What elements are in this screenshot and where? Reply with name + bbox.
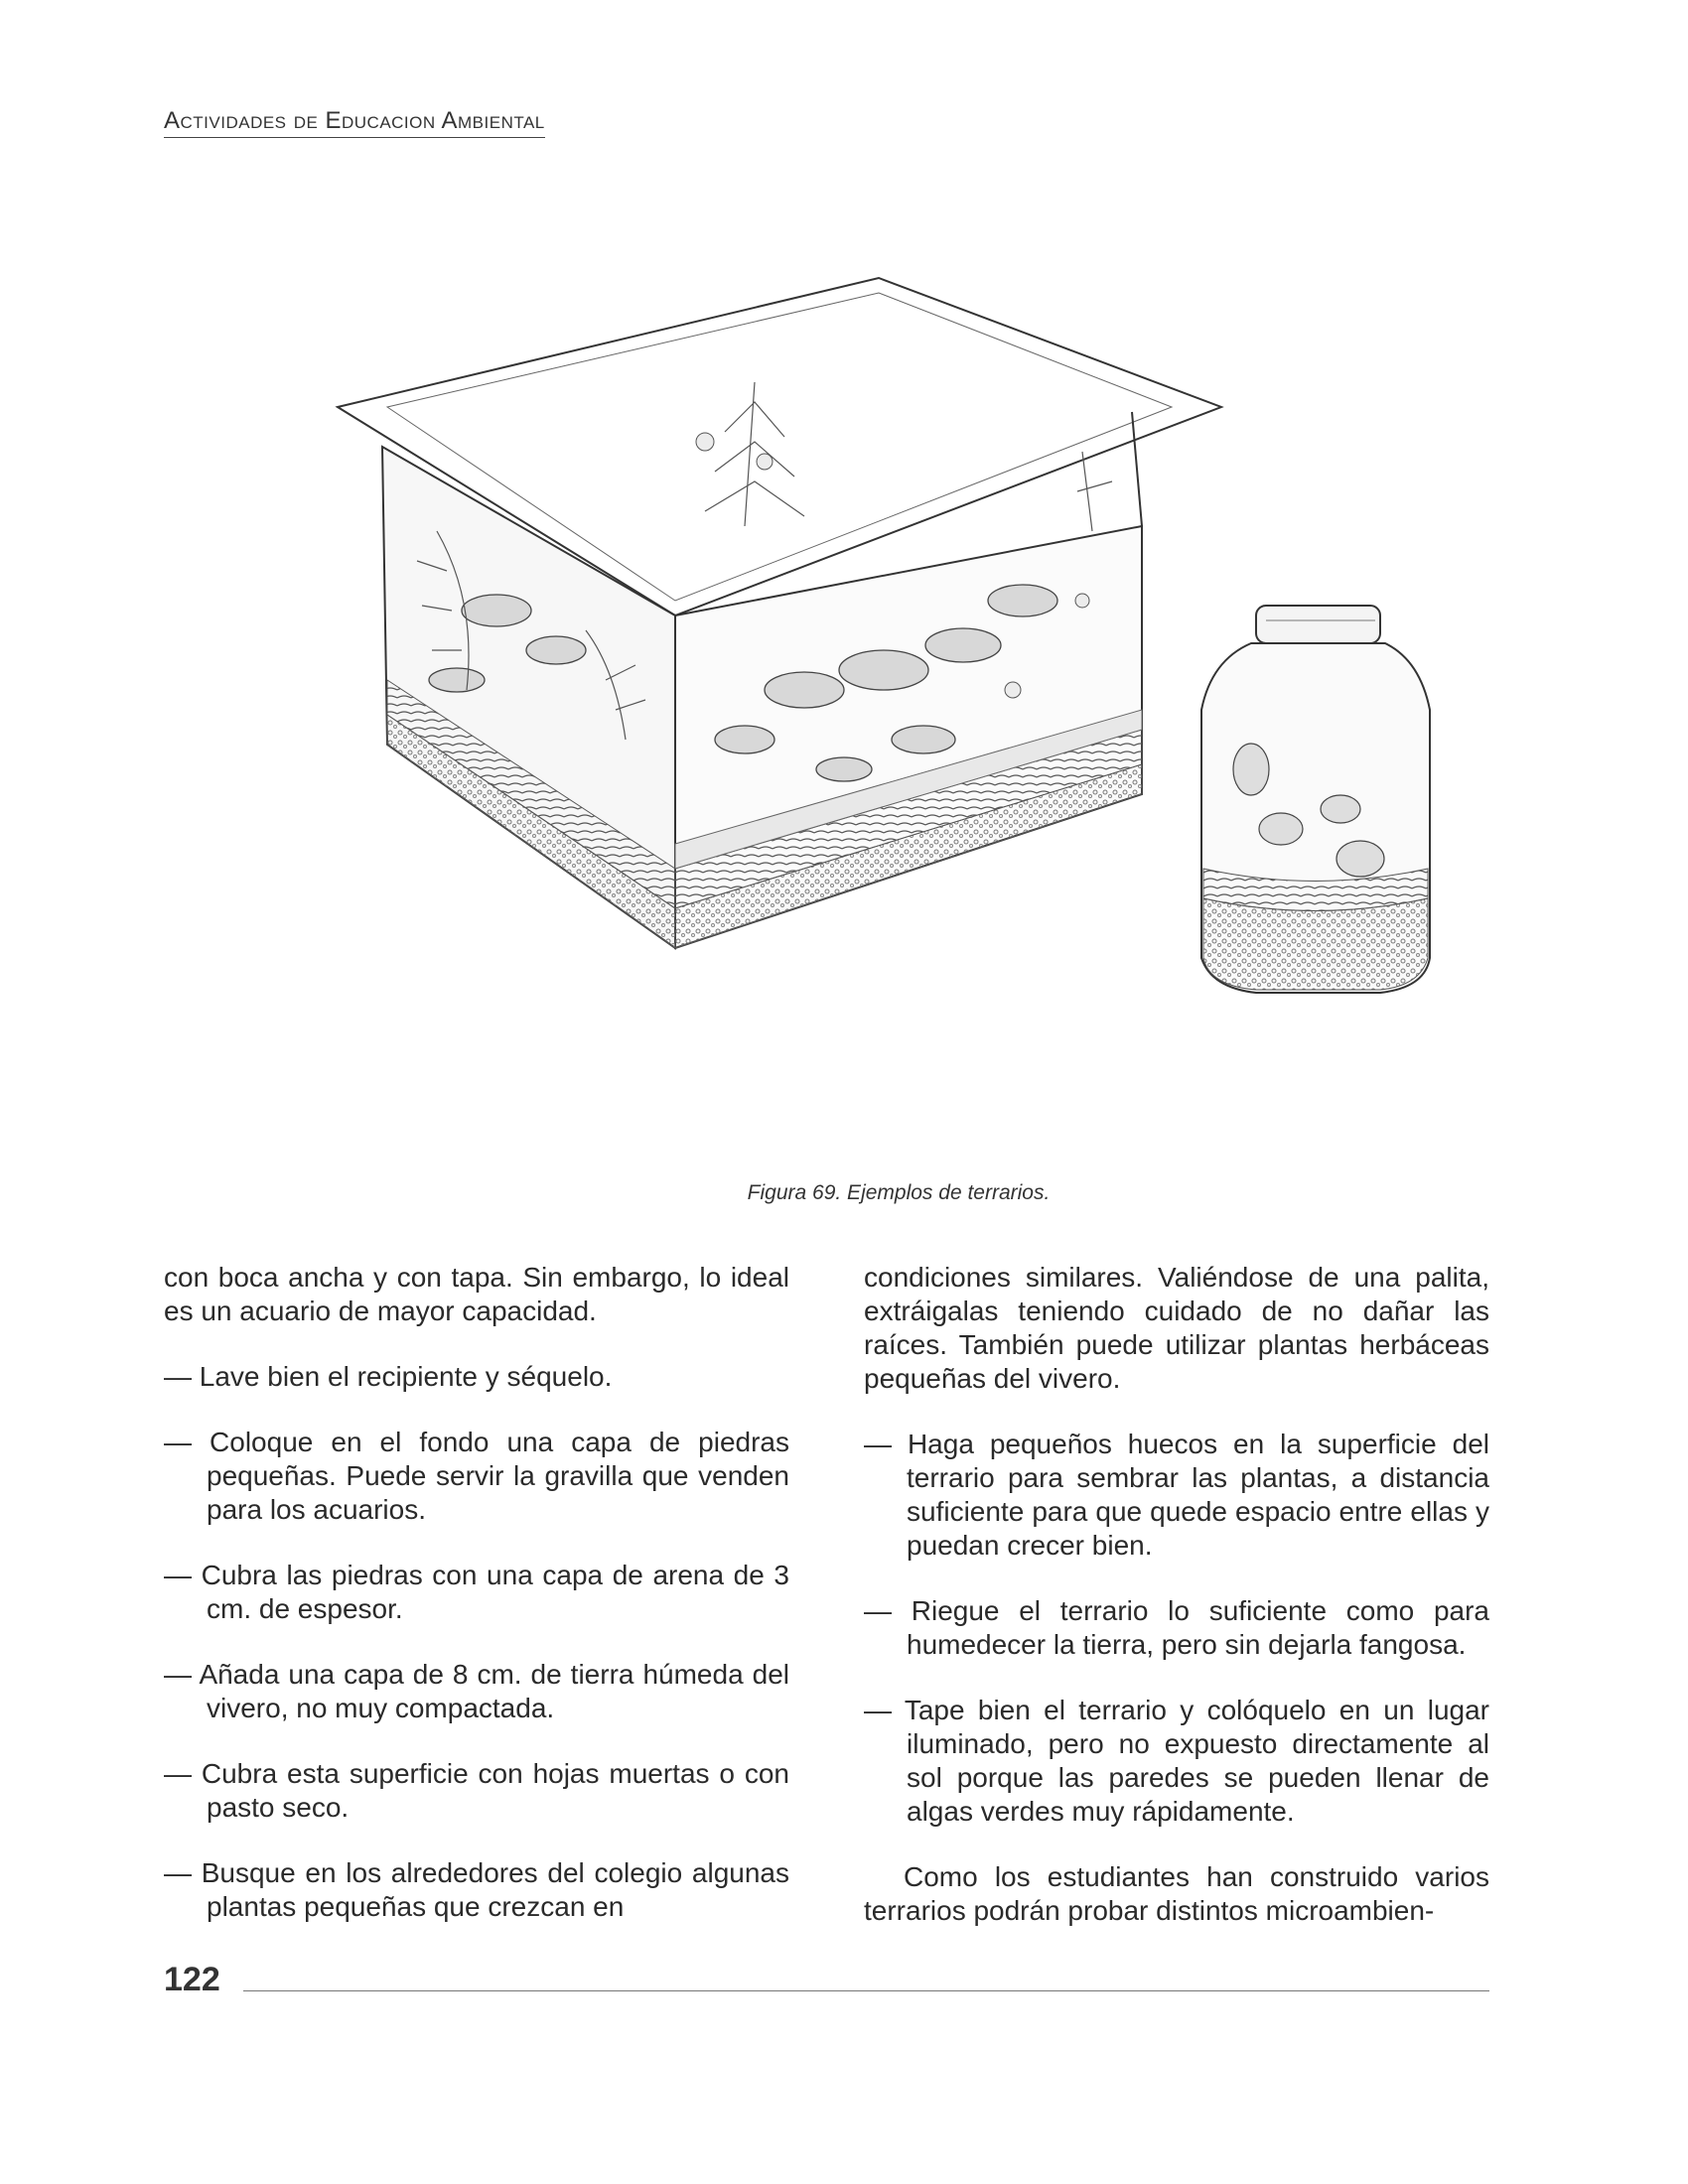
left-column [164,1261,789,1956]
page-number: 122 [164,1961,220,1998]
footer-rule [243,1990,1489,1991]
jar-terrarium [1201,606,1430,993]
running-header: Actividades de Educacion Ambiental [164,107,545,138]
step-item: — Cubra esta superficie con hojas muertas o con pasto seco. [164,1757,789,1825]
right-column [864,1261,1489,1960]
step-item: — Cubra las piedras con una capa de arena de 3 cm. de espesor. [164,1559,789,1626]
step-item: — Riegue el terrario lo suficiente como para humedecer la tierra, pero sin dejarla fangosa. [864,1594,1489,1662]
step-item: — Haga pequeños huecos en la superficie del terrario para sembrar las plantas, a distancia suficiente para que quede espacio entre ellas y puedan crecer bien. [864,1428,1489,1563]
intro-paragraph: con boca ancha y con tapa. Sin embargo, lo ideal es un acuario de mayor capacidad. [164,1262,789,1326]
closing-paragraph: Como los estudiantes han construido varios terrarios podrán probar distintos microambien- [864,1861,1489,1926]
step-item: — Coloque en el fondo una capa de piedras pequeñas. Puede servir la gravilla que venden para los acuarios. [164,1426,789,1527]
aquarium-terrarium [338,278,1221,948]
continuation-paragraph: condiciones similares. Valiéndose de una palita, extráigalas teniendo cuidado de no dañar las raíces. También puede utilizar plantas herbáceas pequeñas del vivero. [864,1262,1489,1394]
step-item: — Añada una capa de 8 cm. de tierra húmeda del vivero, no muy compactada. [164,1658,789,1725]
figure-caption: Figura 69. Ejemplos de terrarios. [747,1181,1051,1204]
page-footer [164,1961,1489,2000]
step-item: — Lave bien el recipiente y séquelo. [164,1360,789,1394]
step-item: — Tape bien el terrario y colóquelo en un lugar iluminado, pero no expuesto directamente al sol porque las paredes se pueden llenar de algas verdes muy rápidamente. [864,1694,1489,1829]
terrarium-illustration [328,273,1440,1008]
step-item: — Busque en los alrededores del colegio algunas plantas pequeñas que crezcan en [164,1856,789,1924]
terrarium-figure [328,273,1440,1008]
